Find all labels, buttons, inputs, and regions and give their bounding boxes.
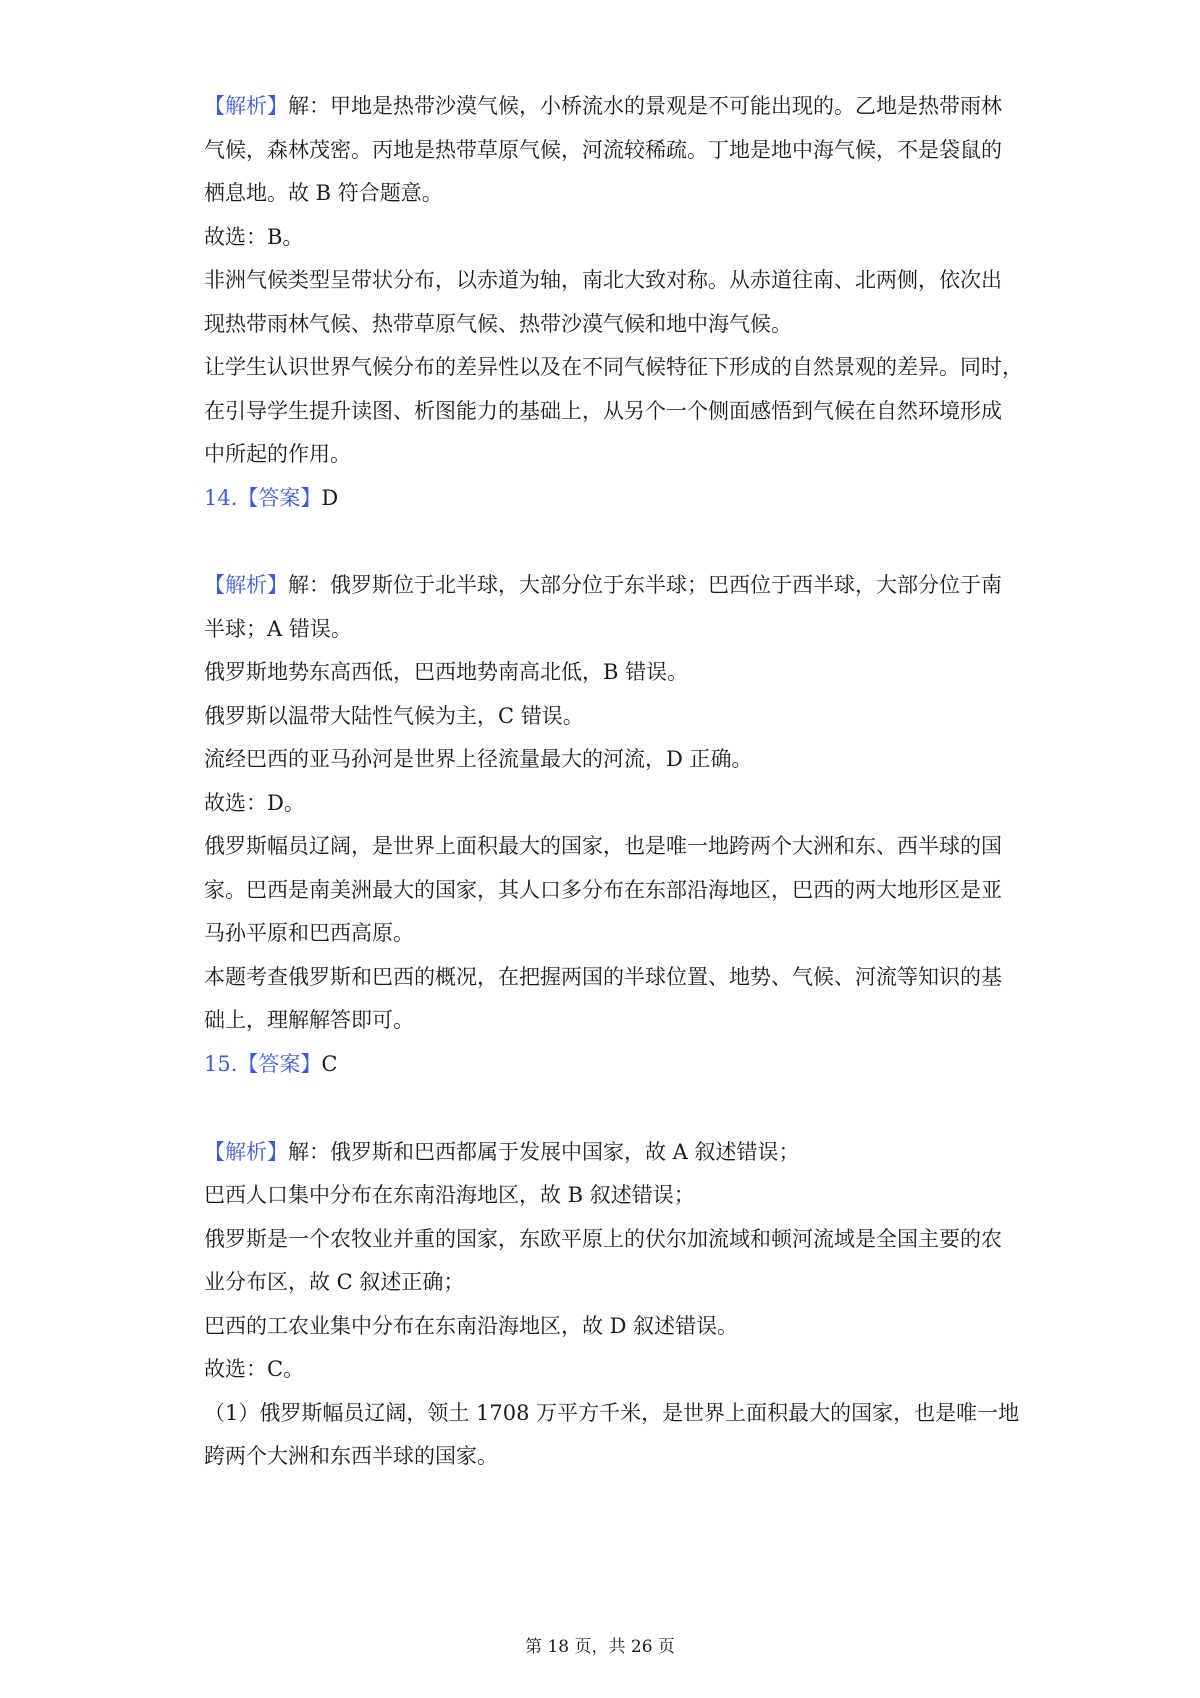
answer-line-15 — [204, 1050, 1024, 1078]
answer-tag: 【答案】 — [237, 1052, 322, 1076]
text-line: 俄罗斯是一个农牧业并重的国家，东欧平原上的伏尔加流域和顿河流域是全国主要的农 — [204, 1227, 1002, 1251]
text-line: 让学生认识世界气候分布的差异性以及在不同气候特征下形成的自然景观的差异。同时， — [204, 355, 1023, 379]
text-line: 现热带雨林气候、热带草原气候、热带沙漠气候和地中海气候。 — [204, 312, 792, 336]
text-line: 巴西的工农业集中分布在东南沿海地区，故 D 叙述错误。 — [204, 1314, 739, 1338]
text-line: 故选：D。 — [204, 791, 305, 815]
text-line: 故选：B。 — [204, 225, 304, 249]
text-line: 中所起的作用。 — [204, 442, 351, 466]
answer-value: D — [321, 486, 339, 510]
answer-line-14 — [204, 484, 1024, 512]
analysis-line: 【解析】解：甲地是热带沙漠气候，小桥流水的景观是不可能出现的。乙地是热带雨林 — [204, 94, 1002, 118]
analysis-line: 【解析】解：俄罗斯和巴西都属于发展中国家，故 A 叙述错误； — [204, 1140, 800, 1164]
question-number: 14. — [204, 486, 238, 510]
text-line: 础上，理解解答即可。 — [204, 1008, 414, 1032]
text-line: 栖息地。故 B 符合题意。 — [204, 181, 443, 205]
analysis-tag: 【解析】 — [204, 573, 288, 597]
text-line: 家。巴西是南美洲最大的国家，其人口多分布在东部沿海地区，巴西的两大地形区是亚 — [204, 878, 1002, 902]
text-line: 跨两个大洲和东西半球的国家。 — [204, 1444, 498, 1468]
analysis-line: 【解析】解：俄罗斯位于北半球，大部分位于东半球；巴西位于西半球，大部分位于南 — [204, 573, 1002, 597]
page-footer: 第 18 页，共 26 页 — [525, 1637, 675, 1657]
text-line: 在引导学生提升读图、析图能力的基础上，从另个一个侧面感悟到气候在自然环境形成 — [204, 399, 1002, 423]
text-line: 流经巴西的亚马孙河是世界上径流量最大的河流，D 正确。 — [204, 747, 753, 771]
text-line: 巴西人口集中分布在东南沿海地区，故 B 叙述错误； — [204, 1183, 695, 1207]
text-line: （1）俄罗斯幅员辽阔，领土 1708 万平方千米，是世界上面积最大的国家，也是唯一地 — [204, 1401, 1020, 1425]
text-line: 非洲气候类型呈带状分布，以赤道为轴，南北大致对称。从赤道往南、北两侧，依次出 — [204, 268, 1002, 292]
text-line: 俄罗斯以温带大陆性气候为主，C 错误。 — [204, 704, 584, 728]
text-line: 俄罗斯地势东高西低，巴西地势南高北低，B 错误。 — [204, 660, 689, 684]
answer-tag: 【答案】 — [237, 486, 322, 510]
answer-value: C — [321, 1052, 338, 1076]
text-line: 半球；A 错误。 — [204, 617, 352, 641]
text-line: 气候，森林茂密。丙地是热带草原气候，河流较稀疏。丁地是地中海气候，不是袋鼠的 — [204, 138, 1002, 162]
text-line: 业分布区，故 C 叙述正确； — [204, 1270, 465, 1294]
text-line: 故选：C。 — [204, 1357, 305, 1381]
analysis-tag: 【解析】 — [204, 94, 288, 118]
question-number: 15. — [204, 1052, 238, 1076]
analysis-tag: 【解析】 — [204, 1140, 288, 1164]
text-line: 马孙平原和巴西高原。 — [204, 921, 414, 945]
text-line: 俄罗斯幅员辽阔，是世界上面积最大的国家，也是唯一地跨两个大洲和东、西半球的国 — [204, 834, 1002, 858]
text-line: 本题考查俄罗斯和巴西的概况，在把握两国的半球位置、地势、气候、河流等知识的基 — [204, 965, 1002, 989]
